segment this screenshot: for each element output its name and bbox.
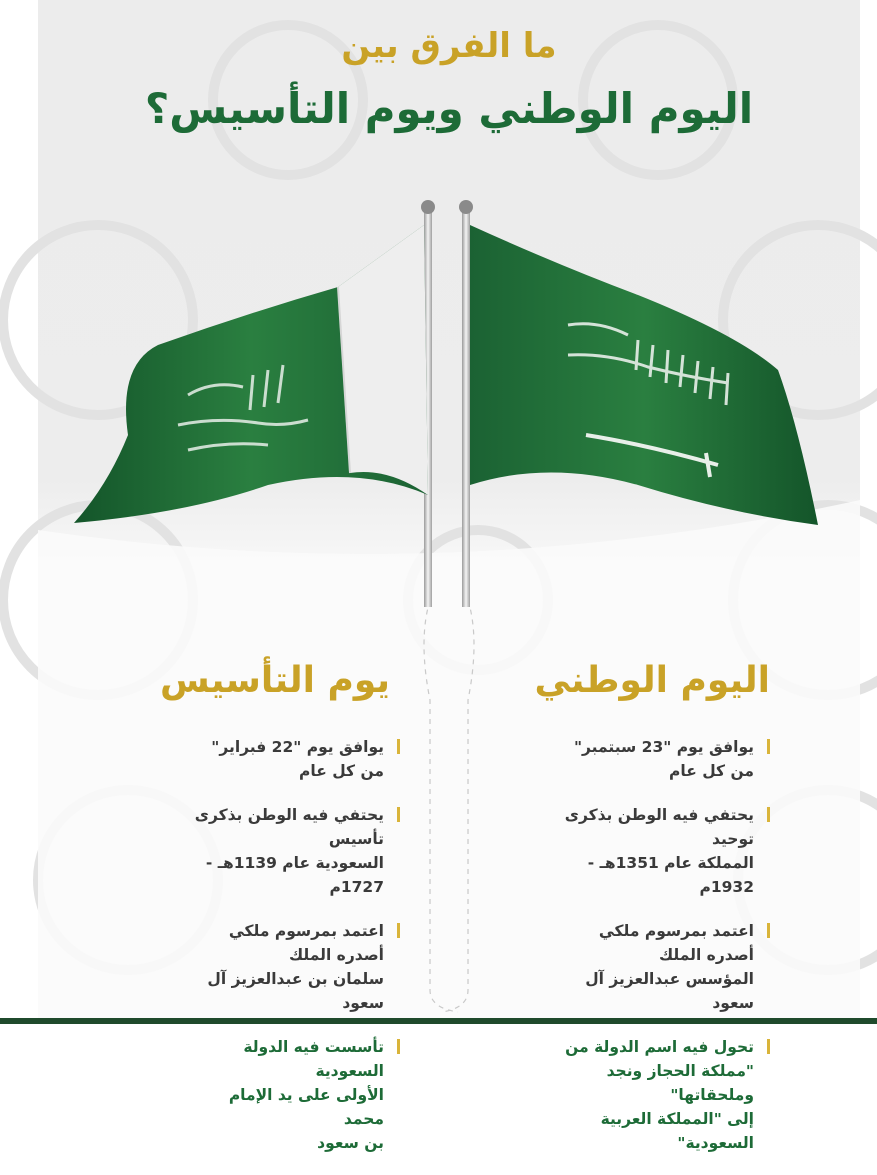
founding-day-item: يوافق يوم "22 فبراير" من كل عام <box>190 735 400 783</box>
founding-day-item: يحتفي فيه الوطن بذكرى تأسيس السعودية عام 1139هـ - 1727م <box>190 803 400 899</box>
flag-right <box>470 225 818 525</box>
national-day-item: يحتفي فيه الوطن بذكرى توحيد المملكة عام 1351هـ - 1932م <box>560 803 770 899</box>
flag-pole-right <box>462 207 470 607</box>
founding-day-column <box>190 735 400 1175</box>
left-margin <box>0 0 38 1018</box>
national-day-column <box>560 735 770 1175</box>
founding-day-item: تأسست فيه الدولة السعودية الأولى على يد الإمام محمد بن سعود <box>190 1035 400 1155</box>
title-line-1: ما الفرق بين <box>341 26 557 66</box>
founding-day-item: اعتمد بمرسوم ملكي أصدره الملك سلمان بن عبدالعزيز آل سعود <box>190 919 400 1015</box>
pole-cap-left <box>421 200 435 214</box>
bullet-bar <box>397 923 400 938</box>
founding-day-heading: يوم التأسيس <box>159 660 390 701</box>
title-line-2: اليوم الوطني ويوم التأسيس؟ <box>144 84 754 133</box>
flag-left <box>74 225 428 523</box>
bullet-bar <box>767 923 770 938</box>
bullet-bar <box>767 739 770 754</box>
bullet-bar <box>397 807 400 822</box>
flags-illustration <box>38 195 860 615</box>
national-day-item: يوافق يوم "23 سبتمبر" من كل عام <box>560 735 770 783</box>
infographic <box>38 0 860 1152</box>
bottom-bar <box>0 1018 877 1024</box>
pole-cap-right <box>459 200 473 214</box>
national-day-item: تحول فيه اسم الدولة من "مملكة الحجاز ونجد وملحقاتها" إلى "المملكة العربية السعودية" <box>560 1035 770 1155</box>
bullet-bar <box>397 739 400 754</box>
bullet-bar <box>767 807 770 822</box>
national-day-heading: اليوم الوطني <box>534 660 770 701</box>
national-day-item: اعتمد بمرسوم ملكي أصدره الملك المؤسس عبدالعزيز آل سعود <box>560 919 770 1015</box>
bullet-bar <box>397 1039 400 1054</box>
bullet-bar <box>767 1039 770 1054</box>
